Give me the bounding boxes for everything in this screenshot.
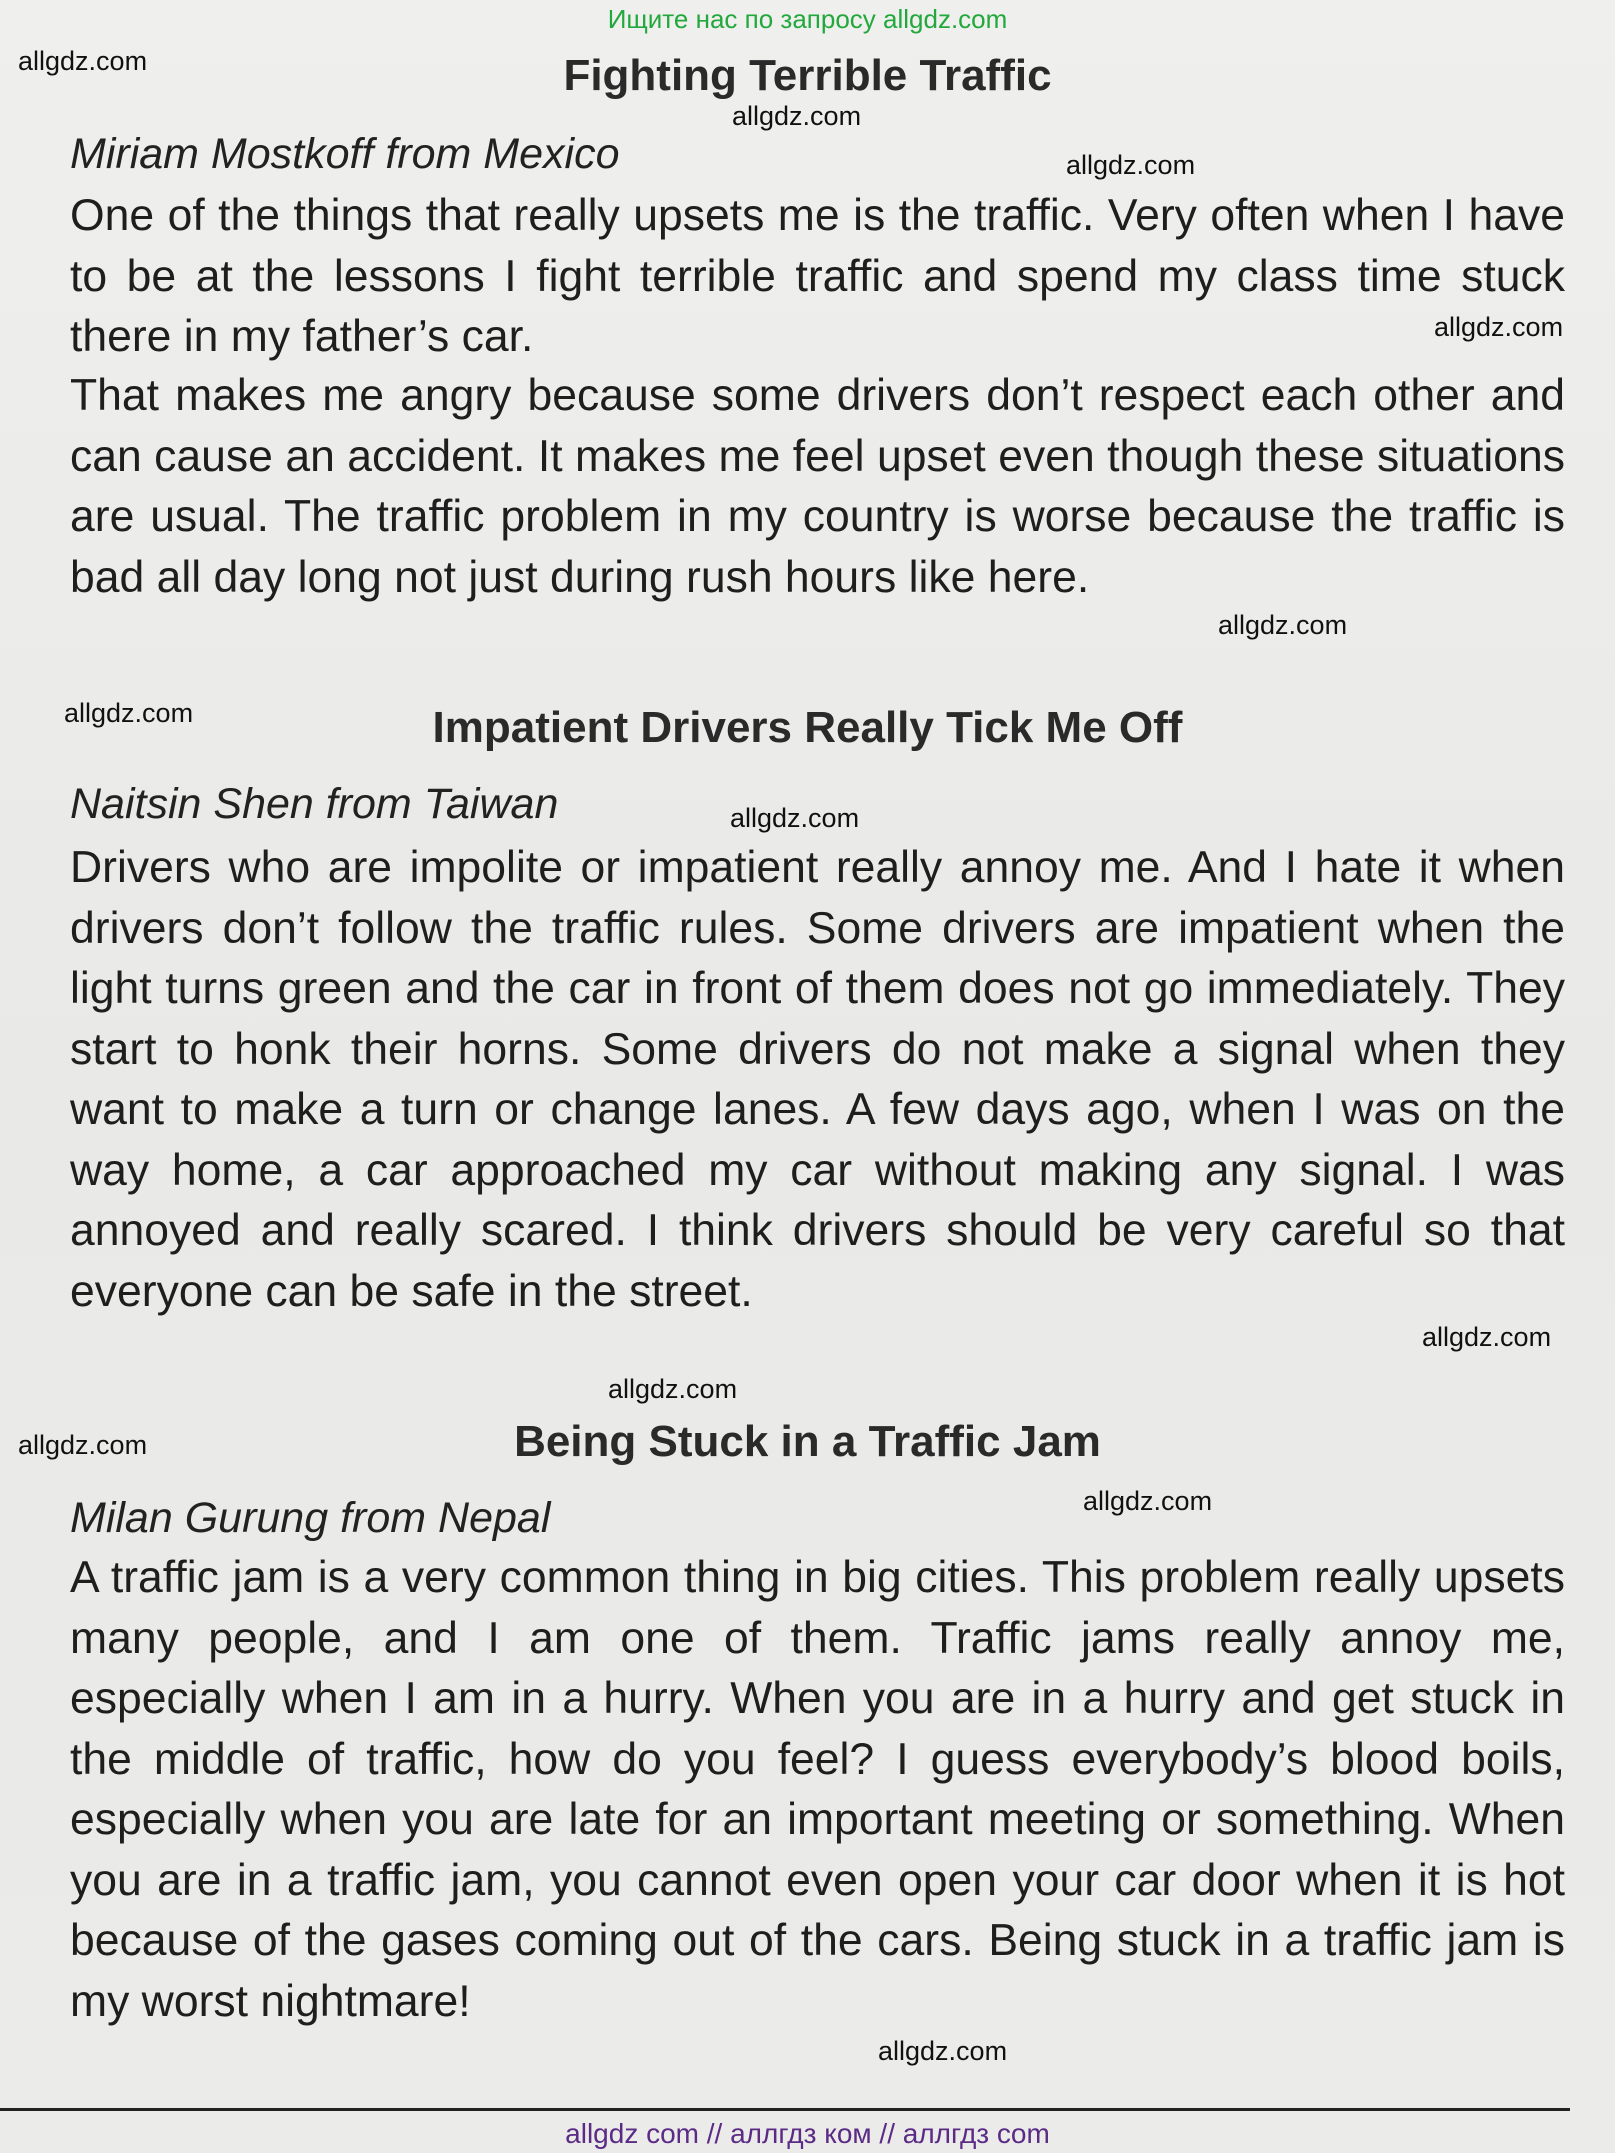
watermark: allgdz.com bbox=[64, 698, 194, 728]
section-title: Impatient Drivers Really Tick Me Off bbox=[432, 703, 1183, 752]
watermark: allgdz.com bbox=[1422, 1322, 1552, 1352]
section-paragraph: That makes me angry because some drivers don’t respect each other and can cause an accident. It makes me feel upset even though these situations are usual. The traffic problem in my country is worse because the traffic is bad all day long not just during rush hours like here. bbox=[70, 371, 1565, 602]
section-author: Milan Gurung from Nepal bbox=[70, 1494, 551, 1542]
watermark: allgdz.com bbox=[18, 1430, 148, 1460]
watermark: allgdz.com bbox=[18, 46, 148, 76]
bottom-divider bbox=[0, 2108, 1570, 2111]
watermark: allgdz.com bbox=[730, 803, 860, 833]
watermark: allgdz.com bbox=[1434, 312, 1564, 342]
footer-links[interactable]: allgdz com // аллгдз ком // аллгдз com bbox=[565, 2118, 1050, 2149]
section-title: Fighting Terrible Traffic bbox=[563, 51, 1052, 100]
watermark: allgdz.com bbox=[608, 1374, 738, 1404]
watermark: allgdz.com bbox=[1066, 150, 1196, 180]
watermark: allgdz.com bbox=[1218, 610, 1348, 640]
site-banner-link[interactable]: Ищите нас по запросу allgdz.com bbox=[607, 4, 1008, 34]
section-author: Naitsin Shen from Taiwan bbox=[70, 780, 559, 828]
section-paragraph: One of the things that really upsets me is the traffic. Very often when I have to be at the lessons I fight terrible traffic and spend my class time stuck there in my father’s car. bbox=[70, 191, 1565, 361]
section-author: Miriam Mostkoff from Mexico bbox=[70, 130, 620, 178]
watermark: allgdz.com bbox=[732, 101, 862, 131]
section-title: Being Stuck in a Traffic Jam bbox=[514, 1417, 1101, 1466]
section-paragraph: Drivers who are impolite or impatient really annoy me. And I hate it when drivers don’t follow the traffic rules. Some drivers are impatient when the light turns green and the car in front of them does not go immediately. They start to honk their horns. Some drivers do not make a signal when they want to make a turn or change lanes. A few days ago, when I was on the way home, a car approached my car without making any signal. I was annoyed and really scared. I think drivers should be very careful so that everyone can be safe in the street. bbox=[70, 843, 1565, 1316]
watermark: allgdz.com bbox=[878, 2036, 1008, 2066]
section-paragraph: A traffic jam is a very common thing in big cities. This problem really upsets many people, and I am one of them. Traffic jams really annoy me, especially when I am in a hurry. When you are in a hurry and get stuck in the middle of traffic, how do you feel? I guess everybody’s blood boils, especially when you are late for an important meeting or something. When you are in a traffic jam, you cannot even open your car door when it is hot because of the gases coming out of the cars. Being stuck in a traffic jam is my worst nightmare! bbox=[70, 1553, 1565, 2026]
watermark: allgdz.com bbox=[1083, 1486, 1213, 1516]
